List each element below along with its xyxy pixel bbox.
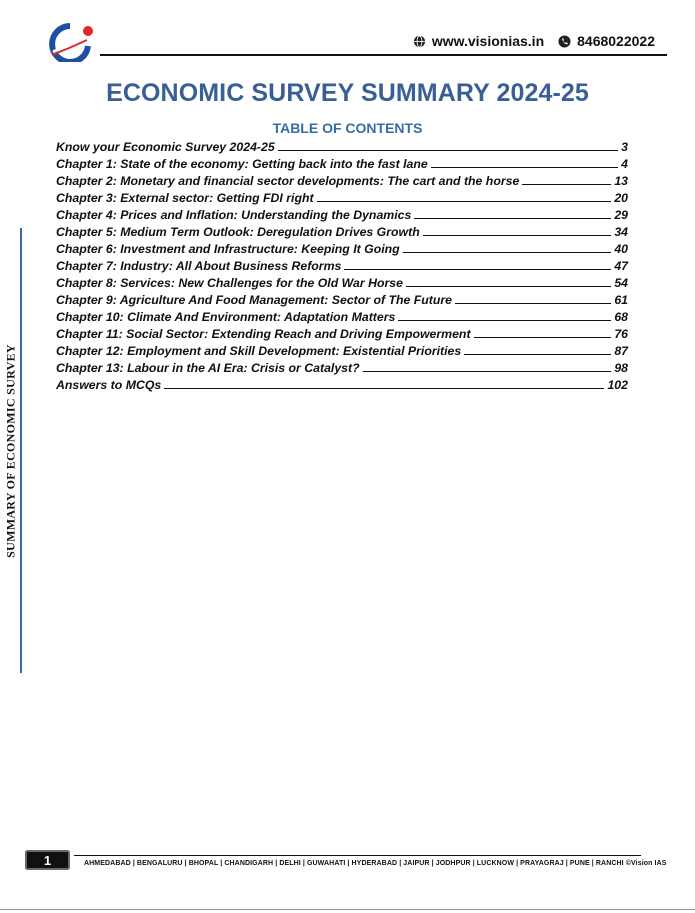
toc-entry-page: 40 <box>614 242 628 256</box>
page-title: ECONOMIC SURVEY SUMMARY 2024-25 <box>106 79 589 107</box>
toc-leader <box>317 201 612 202</box>
toc-entry-page: 54 <box>614 276 628 290</box>
toc-leader <box>455 303 611 304</box>
website-link[interactable] <box>413 33 544 49</box>
toc-entry-label: Chapter 3: External sector: Getting FDI right <box>56 191 314 205</box>
toc-entry-page: 76 <box>614 327 628 341</box>
side-label <box>3 345 19 557</box>
toc-entry-label: Chapter 2: Monetary and financial sector developments: The cart and the horse <box>56 174 520 188</box>
table-of-contents <box>56 137 628 392</box>
toc-entry[interactable] <box>56 375 628 392</box>
page-number: 1 <box>25 850 70 870</box>
toc-entry[interactable] <box>56 154 628 171</box>
toc-entry-label: Answers to MCQs <box>56 378 162 392</box>
side-label-text: SUMMARY OF ECONOMIC SURVEY <box>3 344 18 558</box>
toc-leader <box>164 388 604 389</box>
toc-entry[interactable] <box>56 307 628 324</box>
toc-leader <box>474 337 612 338</box>
toc-leader <box>423 235 612 236</box>
toc-entry[interactable] <box>56 341 628 358</box>
website-text: www.visionias.in <box>431 33 545 49</box>
toc-entry[interactable] <box>56 188 628 205</box>
toc-entry[interactable] <box>56 290 628 307</box>
toc-entry-label: Chapter 12: Employment and Skill Development: Existential Priorities <box>56 344 462 358</box>
toc-entry[interactable] <box>56 358 628 375</box>
toc-entry-label: Chapter 9: Agriculture And Food Management: Sector of The Future <box>56 293 453 307</box>
side-rule <box>20 228 22 673</box>
toc-leader <box>363 371 612 372</box>
toc-leader <box>431 167 618 168</box>
vision-ias-logo <box>44 22 96 62</box>
toc-entry-page: 34 <box>614 225 628 239</box>
globe-icon <box>413 35 426 48</box>
footer-rule <box>74 855 641 856</box>
toc-entry-label: Chapter 1: State of the economy: Getting back into the fast lane <box>56 157 428 171</box>
toc-entry-page: 20 <box>614 191 628 205</box>
page-bottom-rule <box>0 909 695 910</box>
toc-entry[interactable] <box>56 171 628 188</box>
toc-leader <box>398 320 611 321</box>
toc-entry-page: 102 <box>607 378 628 392</box>
toc-entry-page: 87 <box>614 344 628 358</box>
toc-leader <box>414 218 611 219</box>
toc-entry-label: Chapter 4: Prices and Inflation: Understanding the Dynamics <box>56 208 412 222</box>
toc-entry[interactable] <box>56 222 628 239</box>
phone-contact[interactable] <box>558 33 655 49</box>
header-rule <box>100 54 667 56</box>
toc-entry-label: Chapter 13: Labour in the AI Era: Crisis or Catalyst? <box>56 361 360 375</box>
toc-entry-page: 61 <box>614 293 628 307</box>
toc-entry[interactable] <box>56 205 628 222</box>
toc-entry-label: Chapter 10: Climate And Environment: Adaptation Matters <box>56 310 396 324</box>
toc-heading: TABLE OF CONTENTS <box>272 120 423 136</box>
toc-entry[interactable] <box>56 239 628 256</box>
toc-entry-page: 98 <box>614 361 628 375</box>
toc-entry-label: Chapter 11: Social Sector: Extending Reach and Driving Empowerment <box>56 327 471 341</box>
toc-entry-page: 13 <box>614 174 628 188</box>
toc-leader <box>522 184 611 185</box>
toc-entry[interactable] <box>56 256 628 273</box>
toc-entry-label: Know your Economic Survey 2024-25 <box>56 140 275 154</box>
toc-entry[interactable] <box>56 137 628 154</box>
toc-entry-page: 47 <box>614 259 628 273</box>
toc-entry-label: Chapter 6: Investment and Infrastructure: Keeping It Going <box>56 242 400 256</box>
footer-cities: AHMEDABAD | BENGALURU | BHOPAL | CHANDIGARH | DELHI | GUWAHATI | HYDERABAD | JAIPUR | JODHPUR | LUCKNOW | PRAYAGRAJ | PUNE | RANCHI ©Vision IAS <box>84 860 667 867</box>
toc-entry[interactable] <box>56 324 628 341</box>
toc-entry-label: Chapter 7: Industry: All About Business Reforms <box>56 259 342 273</box>
toc-leader <box>406 286 611 287</box>
toc-entry-page: 3 <box>621 140 628 154</box>
phone-icon <box>558 35 571 48</box>
toc-leader <box>464 354 611 355</box>
toc-entry-label: Chapter 5: Medium Term Outlook: Deregulation Drives Growth <box>56 225 420 239</box>
toc-entry-page: 68 <box>614 310 628 324</box>
contact-info <box>413 33 655 49</box>
toc-entry-page: 4 <box>621 157 628 171</box>
phone-text: 8468022022 <box>577 33 655 49</box>
toc-leader <box>403 252 612 253</box>
toc-entry-label: Chapter 8: Services: New Challenges for the Old War Horse <box>56 276 403 290</box>
toc-entry[interactable] <box>56 273 628 290</box>
toc-leader <box>344 269 611 270</box>
toc-leader <box>278 150 618 151</box>
toc-entry-page: 29 <box>614 208 628 222</box>
